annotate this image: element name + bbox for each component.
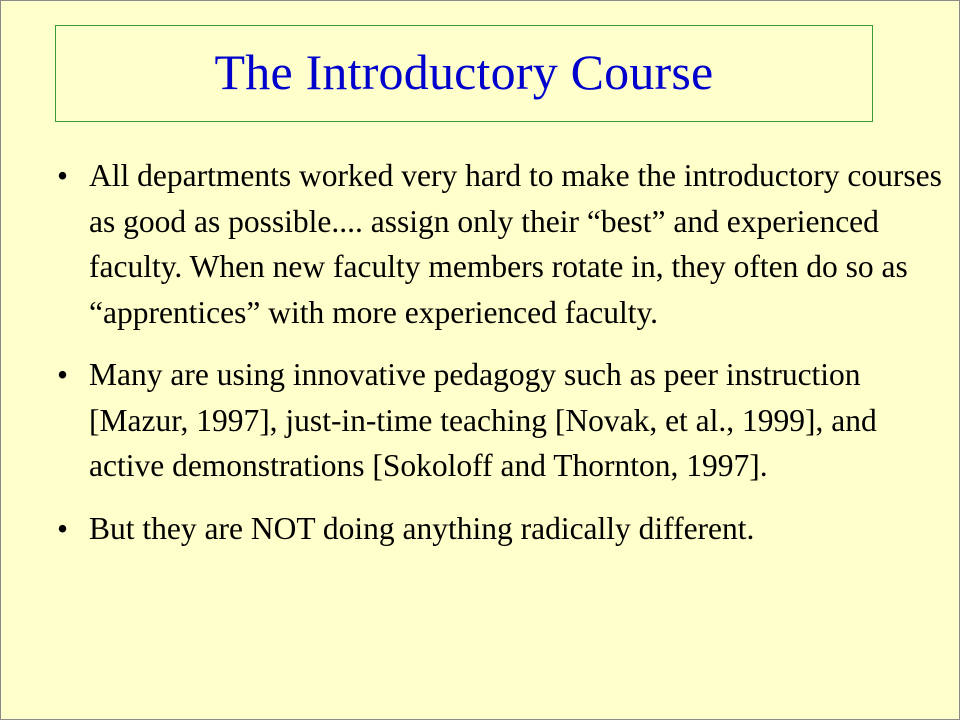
bullet-text: Many are using innovative pedagogy such as peer instruction [Mazur, 1997], just-in-time teaching [Novak, et al., 1999], and active demonstrations [Sokoloff and Thornton, 1997].: [89, 357, 877, 483]
slide-title: The Introductory Course: [214, 43, 714, 100]
bullet-list: [57, 153, 947, 568]
title-box: [55, 25, 873, 122]
bullet-icon: •: [57, 357, 69, 392]
bullet-text: All departments worked very hard to make the introductory courses as good as possible.... assign only their “best” and experienced faculty. When new faculty members rotate in, they often do so as “apprentices” with more experienced faculty.: [89, 158, 942, 330]
bullet-text: But they are NOT doing anything radically different.: [89, 510, 755, 546]
bullet-icon: •: [57, 158, 69, 193]
bullet-item: [57, 352, 947, 489]
bullet-icon: •: [57, 510, 69, 546]
bullet-item: [57, 506, 947, 552]
bullet-item: [57, 153, 947, 335]
